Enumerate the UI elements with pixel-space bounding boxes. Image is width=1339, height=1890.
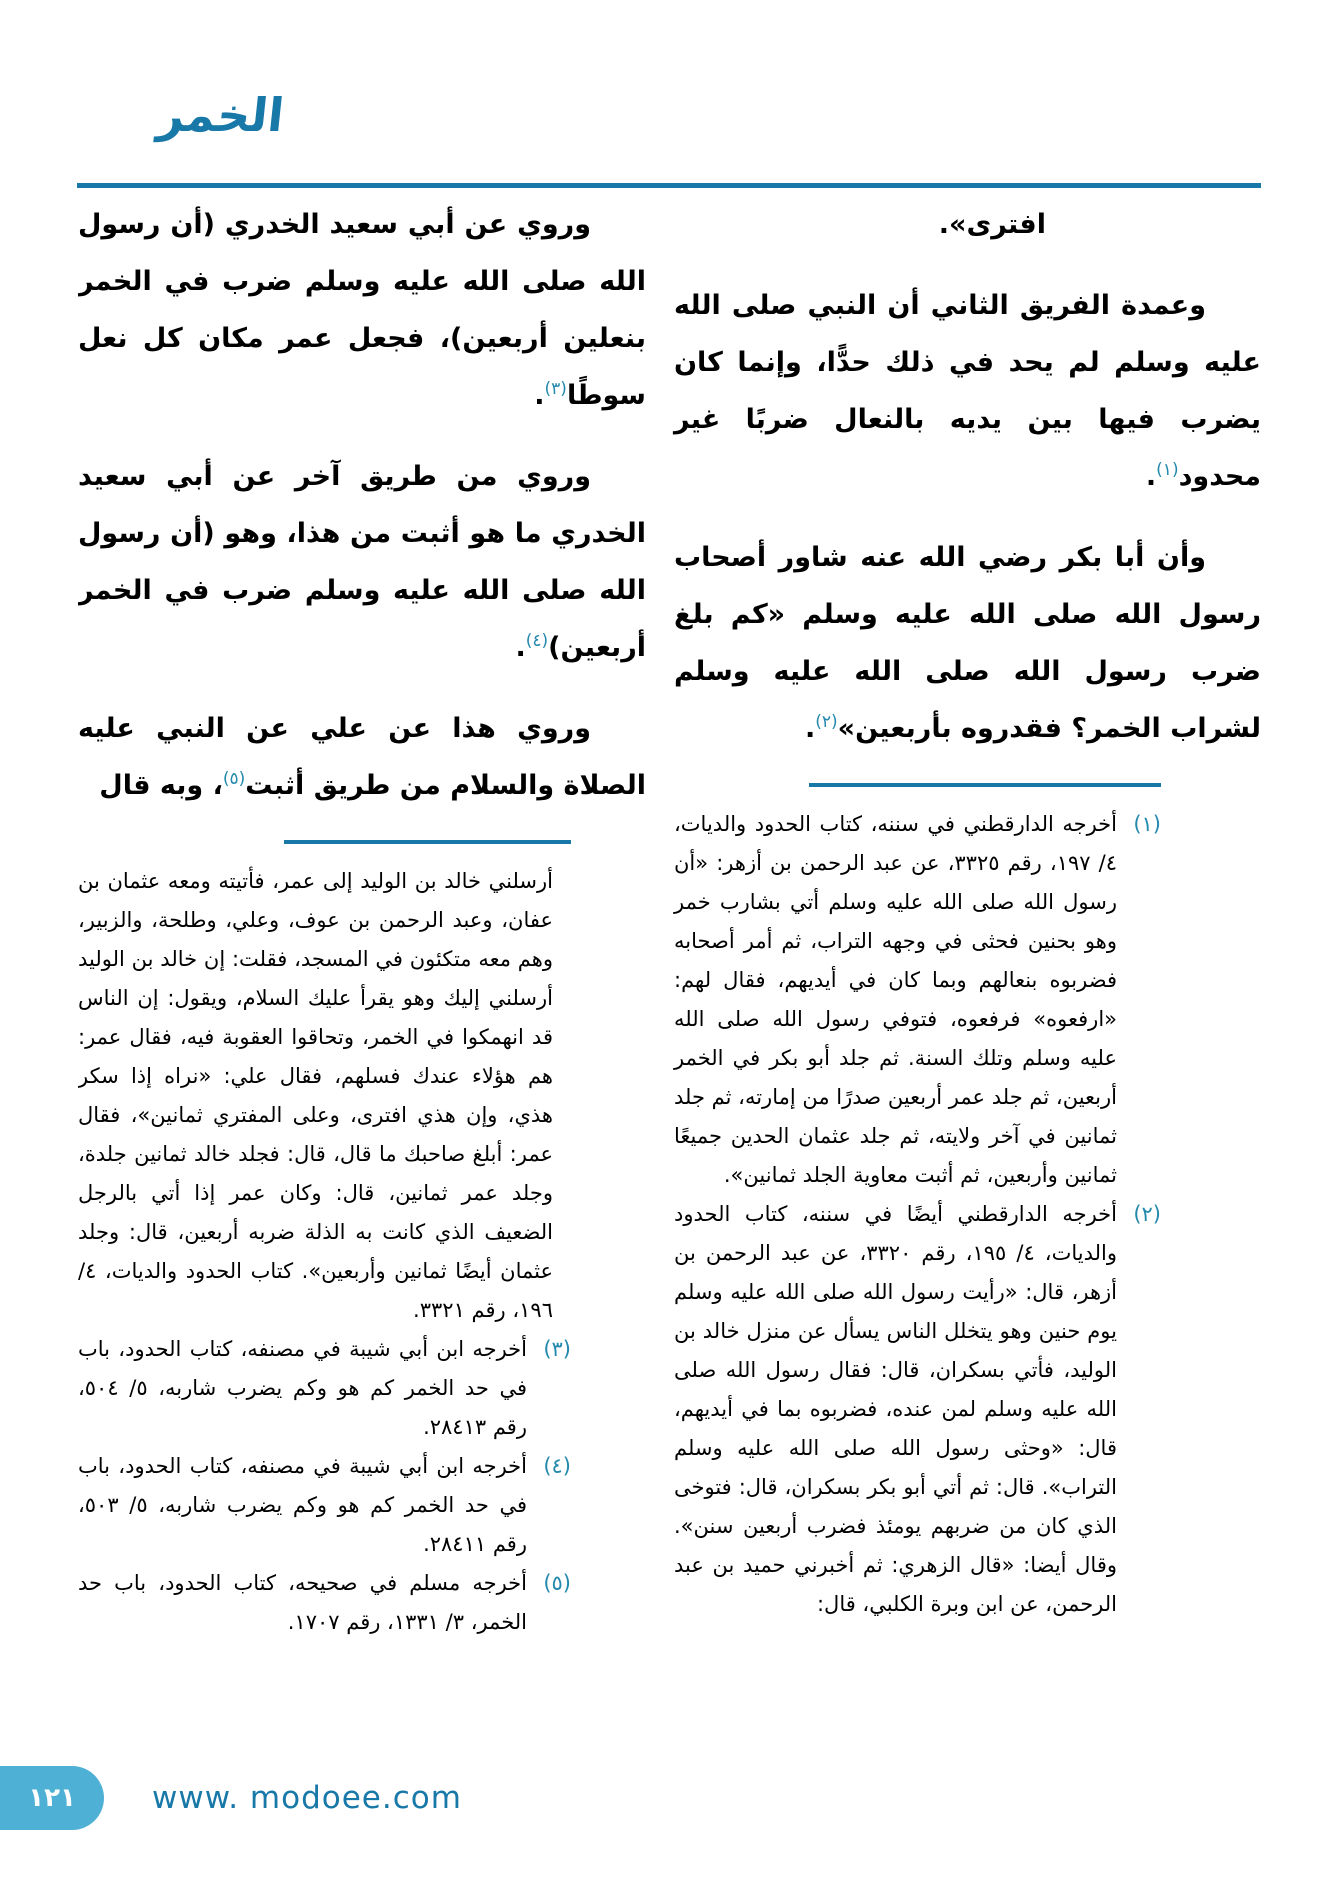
paragraph-tail: .	[515, 632, 526, 663]
paragraph-text: وروي هذا عن علي عن النبي عليه الصلاة والسلام من طريق أثبت	[78, 713, 646, 801]
footnote-number[interactable]: (٣)	[543, 1337, 571, 1361]
paragraph	[78, 448, 646, 676]
footnote-ref-3[interactable]: (٣)	[544, 379, 567, 399]
footnote-text: أخرجه ابن أبي شيبة في مصنفه، كتاب الحدود، باب في حد الخمر كم هو وكم يضرب شاربه، ٥/ ٥٠٣، رقم ٢٨٤١١.	[78, 1454, 527, 1556]
footnote-text: أخرجه ابن أبي شيبة في مصنفه، كتاب الحدود، باب في حد الخمر كم هو وكم يضرب شاربه، ٥/ ٥٠٤، رقم ٢٨٤١٣.	[78, 1337, 527, 1439]
footnote-number[interactable]: (١)	[1133, 812, 1161, 836]
column-right	[674, 196, 1261, 1756]
footnote-4	[78, 1447, 571, 1564]
paragraph-tail: .	[804, 713, 816, 744]
column-left	[78, 196, 646, 1756]
paragraph	[78, 196, 646, 424]
page-number: ١٢١	[28, 1783, 76, 1813]
footnote-ref-5[interactable]: (٥)	[222, 769, 246, 789]
footnote-5	[78, 1564, 571, 1642]
header-rule	[77, 183, 1261, 188]
footnote-number[interactable]: (٤)	[543, 1454, 571, 1478]
page-number-pill	[0, 1766, 104, 1830]
footnotes-left	[78, 862, 571, 1642]
website-url[interactable]: www. modoee.com	[152, 1780, 462, 1816]
footnote-ref-4[interactable]: (٤)	[525, 631, 549, 651]
footnote-number[interactable]: (٥)	[543, 1571, 571, 1595]
text-columns	[78, 196, 1261, 1756]
paragraph-text: وروي عن أبي سعيد الخدري (أن رسول الله صلى الله عليه وسلم ضرب في الخمر بنعلين أربعين)، فجعل عمر مكان كل نعل سوطًا	[78, 209, 646, 411]
paragraph-text: وأن أبا بكر رضي الله عنه شاور أصحاب رسول الله صلى الله عليه وسلم «كم بلغ ضرب رسول الله صلى الله عليه وسلم لشراب الخمر؟ فقدروه بأربعين»	[674, 542, 1261, 744]
footnote-1	[674, 805, 1161, 1195]
paragraph-tail: .	[534, 380, 545, 411]
paragraph	[674, 529, 1261, 757]
footnote-text: أخرجه مسلم في صحيحه، كتاب الحدود، باب حد الخمر، ٣/ ١٣٣١، رقم ١٧٠٧.	[78, 1571, 527, 1634]
footnote-text: أخرجه الدارقطني أيضًا في سننه، كتاب الحدود والديات، ٤/ ١٩٥، رقم ٣٣٢٠، عن عبد الرحمن بن أزهر، قال: «رأيت رسول الله صلى الله عليه وسلم يوم حنين وهو يتخلل الناس يسأل عن منزل خالد بن الوليد، فأتي بسكران، قال: فقال رسول الله صلى الله عليه وسلم لمن عنده، فضربوه بما في أيديهم، قال: «وحثى رسول الله صلى الله عليه وسلم التراب». قال: ثم أتي أبو بكر بسكران، قال: فتوخى الذي كان من ضربهم يومئذ فضرب أربعين سنن». وقال أيضا: «قال الزهري: ثم أخبرني حميد بن عبد الرحمن، عن ابن وبرة الكلبي، قال:	[674, 1202, 1117, 1616]
paragraph-text: افترى».	[938, 209, 1046, 240]
footnotes-right	[674, 805, 1161, 1624]
footnote-3	[78, 1330, 571, 1447]
paragraph-carryover	[674, 196, 1261, 253]
paragraph-text: وروي من طريق آخر عن أبي سعيد الخدري ما هو أثبت من هذا، وهو (أن رسول الله صلى الله عليه وسلم ضرب في الخمر أربعين)	[78, 461, 646, 663]
footnote-number[interactable]: (٢)	[1133, 1202, 1161, 1226]
footnote-ref-2[interactable]: (٢)	[815, 712, 838, 732]
footnote-separator	[809, 783, 1161, 787]
paragraph-tail: ، وبه قال	[99, 770, 223, 801]
footnote-separator	[284, 840, 571, 844]
footnote-text: أخرجه الدارقطني في سننه، كتاب الحدود والديات، ٤/ ١٩٧، رقم ٣٣٢٥، عن عبد الرحمن بن أزهر: «أن رسول الله صلى الله عليه وسلم أتي بشارب خمر وهو بحنين فحثى في وجهه التراب، ثم أمر أصحابه فضربوه بنعالهم وبما كان في أيديهم، فقال لهم: «ارفعوه» فرفعوه، فتوفي رسول الله صلى الله عليه وسلم وتلك السنة. ثم جلد أبو بكر في الخمر أربعين، ثم جلد عمر أربعين صدرًا من إمارته، ثم جلد ثمانين في آخر ولايته، ثم جلد عثمان الحدين جميعًا ثمانين وأربعين، ثم أثبت معاوية الجلد ثمانين».	[674, 812, 1117, 1187]
chapter-title: الخمر	[155, 88, 287, 142]
paragraph-tail: .	[1145, 461, 1157, 492]
footnote-ref-1[interactable]: (١)	[1156, 460, 1179, 480]
paragraph	[78, 700, 646, 814]
paragraph	[674, 277, 1261, 505]
footnote-2	[674, 1195, 1161, 1624]
paragraph-text: وعمدة الفريق الثاني أن النبي صلى الله عليه وسلم لم يحد في ذلك حدًّا، وإنما كان يضرب فيها بين يديه بالنعال ضربًا غير محدود	[674, 290, 1261, 492]
footnote-continuation: أرسلني خالد بن الوليد إلى عمر، فأتيته ومعه عثمان بن عفان، وعبد الرحمن بن عوف، وعلي، وطلحة، والزبير، وهم معه متكئون في المسجد، فقلت: إن خالد بن الوليد أرسلني إليك وهو يقرأ عليك السلام، ويقول: إن الناس قد انهمكوا في الخمر، وتحاقوا العقوبة فيه، فقال عمر: هم هؤلاء عندك فسلهم، فقال علي: «نراه إذا سكر هذي، وإن هذي افترى، وعلى المفتري ثمانين»، فقال عمر: أبلغ صاحبك ما قال، قال: فجلد خالد ثمانين جلدة، وجلد عمر ثمانين، قال: وكان عمر إذا أتي بالرجل الضعيف الذي كانت به الذلة ضربه أربعين، قال: وجلد عثمان أيضًا ثمانين وأربعين». كتاب الحدود والديات، ٤/ ١٩٦، رقم ٣٣٢١.	[78, 869, 553, 1322]
